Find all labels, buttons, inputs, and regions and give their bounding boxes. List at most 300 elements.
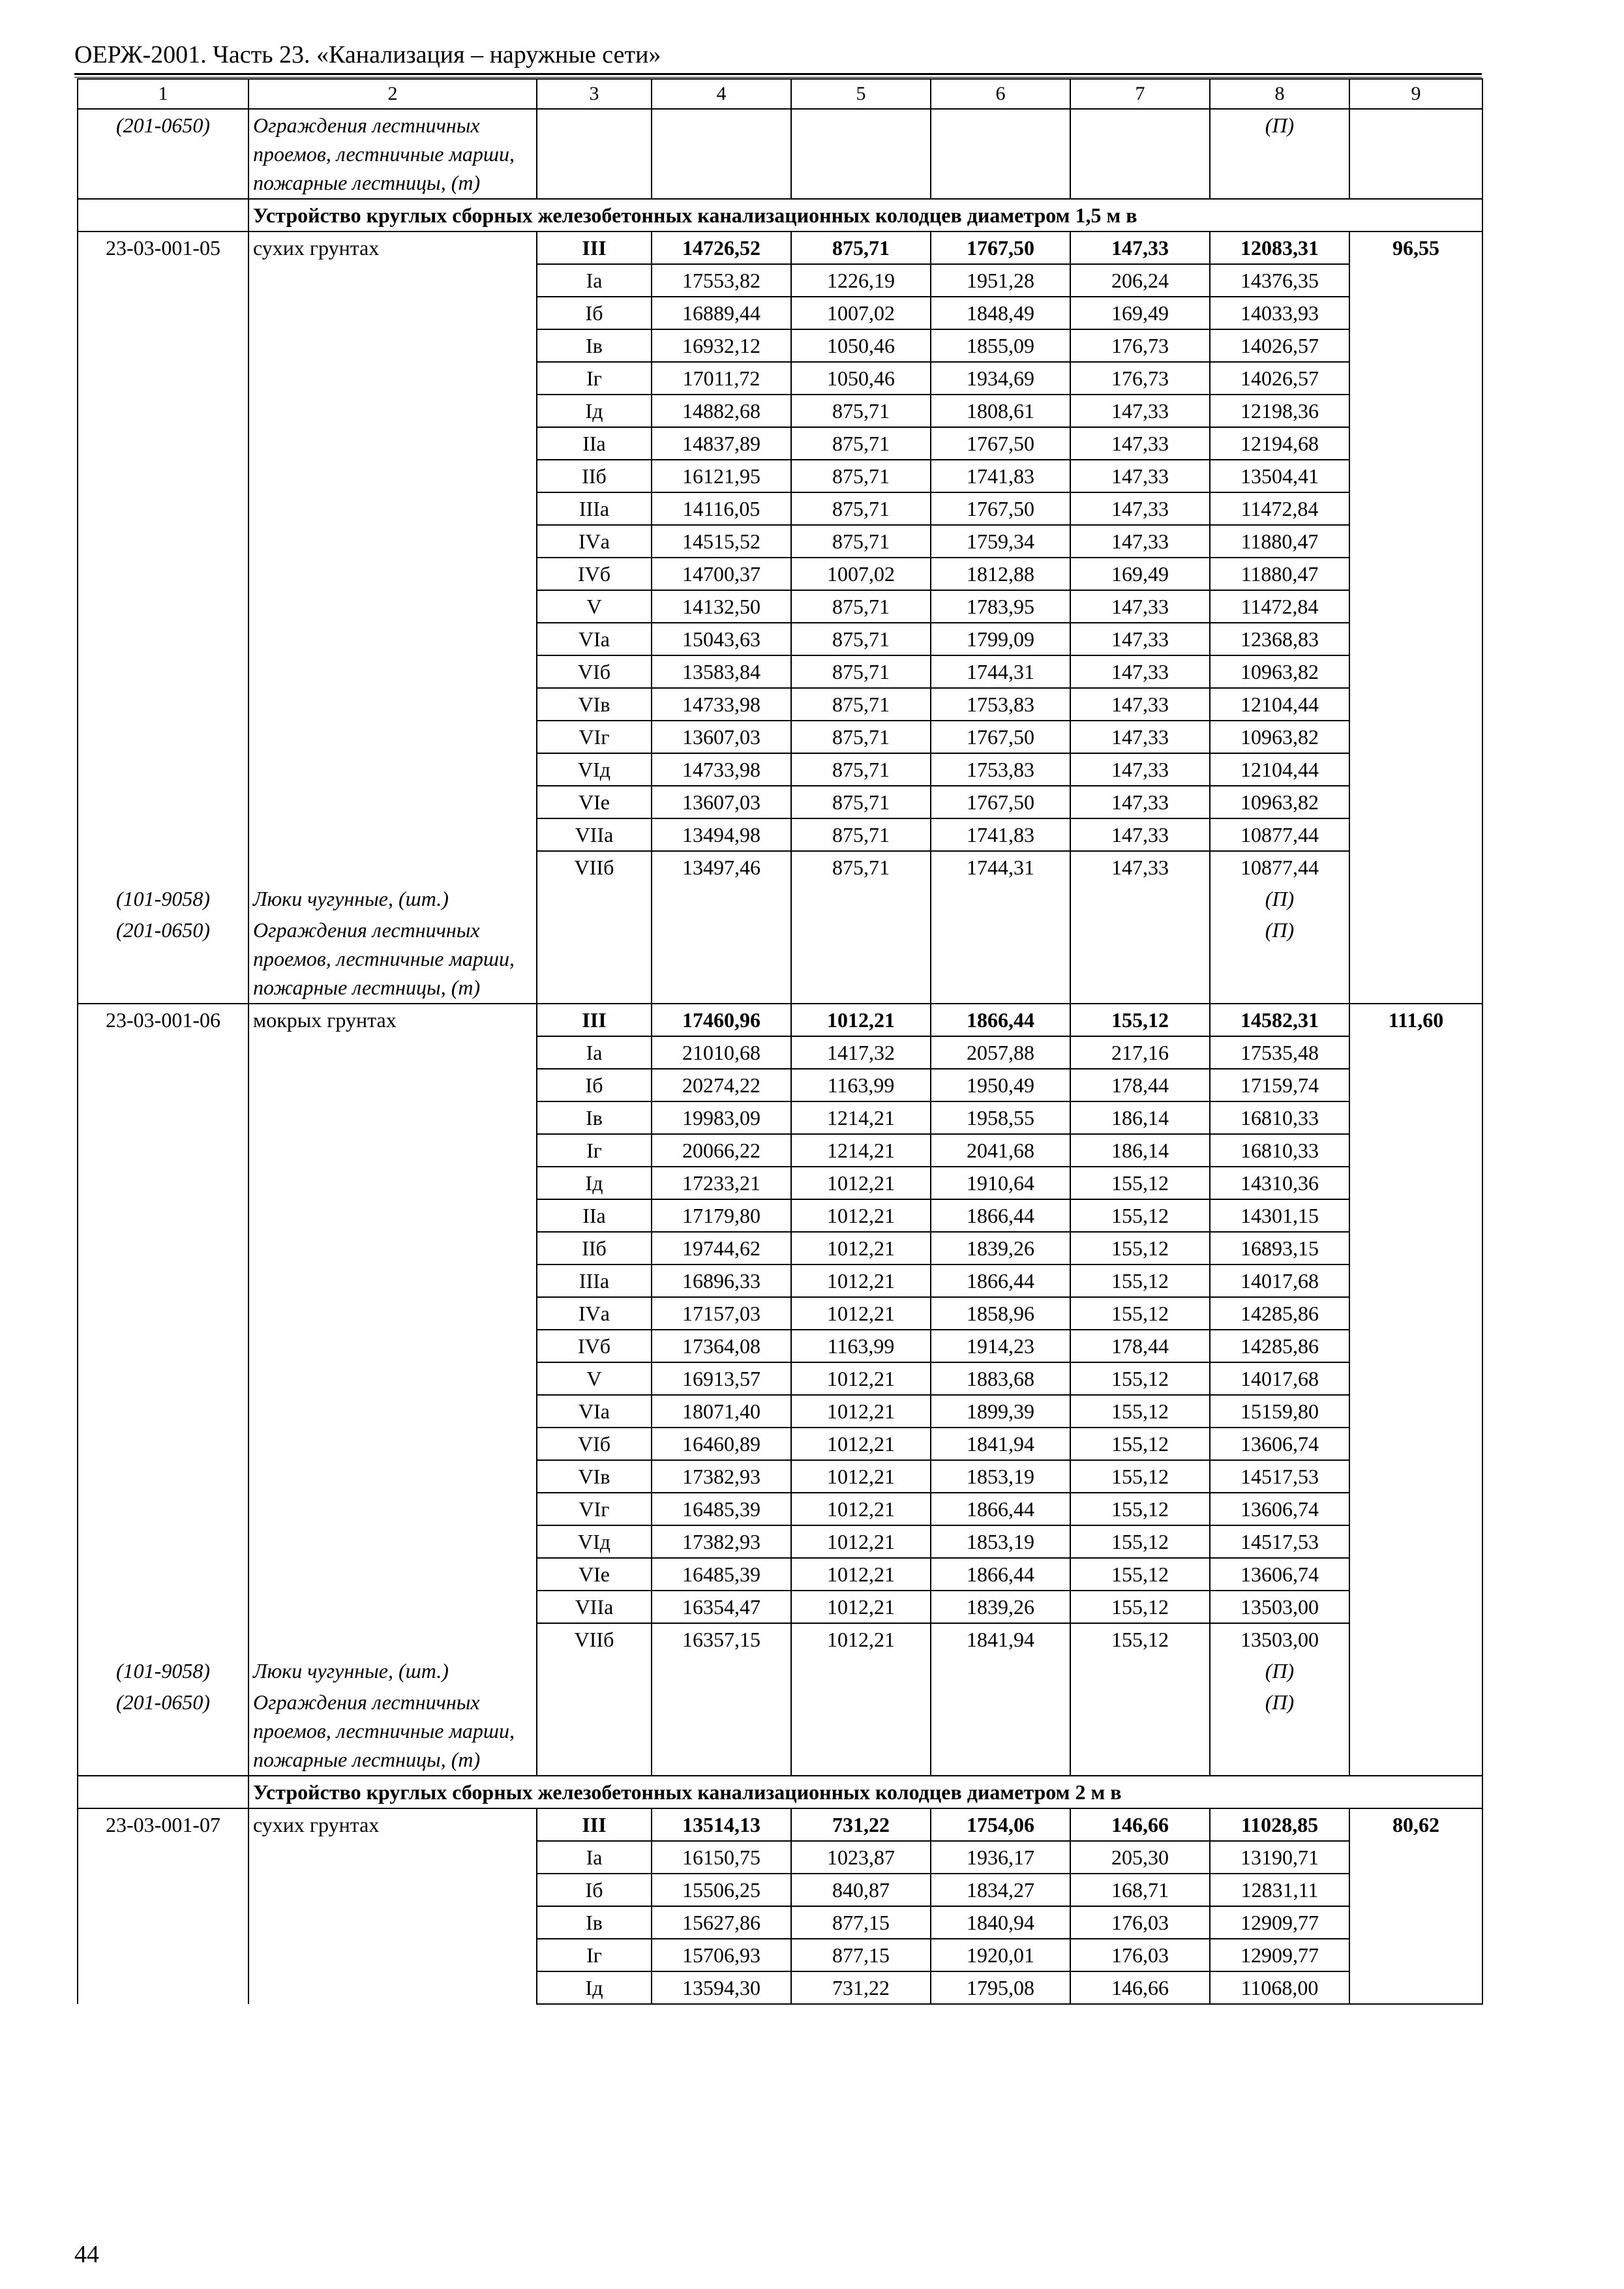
value-cell: 1050,46	[791, 362, 931, 395]
value-cell: 1023,87	[791, 1841, 931, 1874]
column-header: 1	[78, 79, 248, 109]
value-cell: 205,30	[1070, 1841, 1210, 1874]
note-name: Люки чугунные, (шт.)	[248, 883, 537, 914]
value-cell: 11068,00	[1210, 1971, 1349, 2004]
column-header: 8	[1210, 79, 1349, 109]
value-cell: 11472,84	[1210, 590, 1349, 623]
value-cell: 14517,53	[1210, 1525, 1349, 1558]
zone-cell: IIIа	[537, 492, 652, 525]
value-cell: 1012,21	[791, 1460, 931, 1493]
value-cell: 14726,52	[652, 232, 791, 264]
empty-cell	[791, 883, 931, 914]
value-cell: 1767,50	[931, 786, 1070, 818]
value-cell: 16150,75	[652, 1841, 791, 1874]
value-cell: 1012,21	[791, 1558, 931, 1591]
value-cell: 875,71	[791, 753, 931, 786]
zone-cell: VIе	[537, 786, 652, 818]
value-cell: 147,33	[1070, 851, 1210, 883]
empty-cell	[1070, 109, 1210, 199]
zone-cell: VIг	[537, 721, 652, 753]
value-cell: 1866,44	[931, 1199, 1070, 1232]
zone-cell: IVа	[537, 525, 652, 558]
value-cell: 1754,06	[931, 1808, 1070, 1841]
zone-cell: III	[537, 232, 652, 264]
value-cell: 15506,25	[652, 1874, 791, 1906]
value-cell: 17553,82	[652, 264, 791, 297]
note-name: Ограждения лестничных проемов, лестничные марши, пожарные лестницы, (т)	[248, 109, 537, 199]
value-cell: 875,71	[791, 721, 931, 753]
value-cell: 1839,26	[931, 1591, 1070, 1623]
value-cell: 875,71	[791, 492, 931, 525]
value-cell: 13497,46	[652, 851, 791, 883]
value-cell: 1858,96	[931, 1297, 1070, 1330]
value-cell: 16932,12	[652, 329, 791, 362]
value-cell: 1767,50	[931, 232, 1070, 264]
value-cell: 1866,44	[931, 1264, 1070, 1297]
value-cell: 1012,21	[791, 1297, 931, 1330]
zone-cell: Iв	[537, 329, 652, 362]
zone-cell: Iб	[537, 1874, 652, 1906]
value-cell: 10963,82	[1210, 655, 1349, 688]
value-cell: 1767,50	[931, 721, 1070, 753]
value-cell: 1883,68	[931, 1362, 1070, 1395]
value-cell: 731,22	[791, 1971, 931, 2004]
item-name: сухих грунтах	[248, 232, 537, 883]
value-cell: 206,24	[1070, 264, 1210, 297]
value-cell: 20274,22	[652, 1069, 791, 1101]
value-cell: 147,33	[1070, 786, 1210, 818]
value-cell: 155,12	[1070, 1525, 1210, 1558]
empty-cell	[652, 109, 791, 199]
value-cell: 17011,72	[652, 362, 791, 395]
value-cell: 17179,80	[652, 1199, 791, 1232]
value-cell: 1007,02	[791, 297, 931, 329]
empty-cell	[931, 109, 1070, 199]
zone-cell: Iб	[537, 297, 652, 329]
value-cell: 147,33	[1070, 525, 1210, 558]
value-cell: 155,12	[1070, 1395, 1210, 1428]
value-cell: 14733,98	[652, 688, 791, 721]
value-cell: 13504,41	[1210, 460, 1349, 492]
empty-cell	[791, 109, 931, 199]
section-title-row	[78, 1776, 1482, 1808]
empty-cell	[1070, 1686, 1210, 1776]
value-cell: 1012,21	[791, 1232, 931, 1264]
value-cell: 14515,52	[652, 525, 791, 558]
column-header: 4	[652, 79, 791, 109]
value-cell: 1853,19	[931, 1525, 1070, 1558]
zone-cell: VIв	[537, 688, 652, 721]
empty-cell	[791, 914, 931, 1004]
note-code: (201-0650)	[78, 914, 248, 1004]
value-cell: 17382,93	[652, 1460, 791, 1493]
value-cell: 155,12	[1070, 1558, 1210, 1591]
item-name: сухих грунтах	[248, 1808, 537, 2004]
value-cell: 840,87	[791, 1874, 931, 1906]
value-cell: 155,12	[1070, 1428, 1210, 1460]
value-cell: 1012,21	[791, 1199, 931, 1232]
empty-cell	[931, 883, 1070, 914]
value-cell: 146,66	[1070, 1808, 1210, 1841]
value-cell: 10877,44	[1210, 818, 1349, 851]
value-cell: 875,71	[791, 395, 931, 427]
note-row	[78, 109, 1482, 199]
value-cell: 11472,84	[1210, 492, 1349, 525]
value-cell: 1012,21	[791, 1004, 931, 1036]
value-cell: 217,16	[1070, 1036, 1210, 1069]
value-cell: 147,33	[1070, 688, 1210, 721]
value-cell: 1012,21	[791, 1525, 931, 1558]
value-cell: 1799,09	[931, 623, 1070, 655]
value-cell: 147,33	[1070, 655, 1210, 688]
section-title: Устройство круглых сборных железобетонных канализационных колодцев диаметром 2 м в	[248, 1776, 1482, 1808]
value-cell: 1841,94	[931, 1428, 1070, 1460]
value-cell: 1855,09	[931, 329, 1070, 362]
value-cell: 12194,68	[1210, 427, 1349, 460]
value-cell: 1934,69	[931, 362, 1070, 395]
zone-cell: IIб	[537, 1232, 652, 1264]
value-cell: 16810,33	[1210, 1101, 1349, 1134]
value-cell: 155,12	[1070, 1232, 1210, 1264]
value-cell: 17535,48	[1210, 1036, 1349, 1069]
header-rule-thin	[74, 77, 1482, 78]
empty-cell	[78, 1776, 248, 1808]
value-cell: 147,33	[1070, 818, 1210, 851]
column-header: 7	[1070, 79, 1210, 109]
value-cell: 178,44	[1070, 1069, 1210, 1101]
note-row	[78, 883, 1482, 914]
zone-cell: VIа	[537, 1395, 652, 1428]
page-header: ОЕРЖ-2001. Часть 23. «Канализация – наружные сети»	[74, 41, 661, 68]
value-cell: 13583,84	[652, 655, 791, 688]
value-cell: 15043,63	[652, 623, 791, 655]
zone-cell: VIб	[537, 1428, 652, 1460]
value-cell: 1012,21	[791, 1167, 931, 1199]
value-cell: 147,33	[1070, 460, 1210, 492]
value-cell: 12909,77	[1210, 1906, 1349, 1939]
value-cell: 1744,31	[931, 851, 1070, 883]
value-cell: 16121,95	[652, 460, 791, 492]
value-cell: 169,49	[1070, 297, 1210, 329]
value-cell: 178,44	[1070, 1330, 1210, 1362]
zone-cell: VIIа	[537, 1591, 652, 1623]
value-cell: 155,12	[1070, 1623, 1210, 1655]
zone-cell: VIIб	[537, 1623, 652, 1655]
zone-cell: IIа	[537, 1199, 652, 1232]
note-row	[78, 914, 1482, 1004]
value-cell: 20066,22	[652, 1134, 791, 1167]
zone-cell: Iд	[537, 1167, 652, 1199]
value-cell: 1920,01	[931, 1939, 1070, 1971]
empty-cell	[791, 1655, 931, 1686]
value-cell: 16354,47	[652, 1591, 791, 1623]
value-cell: 1899,39	[931, 1395, 1070, 1428]
value-cell: 21010,68	[652, 1036, 791, 1069]
column-header-row	[78, 79, 1482, 109]
value-cell: 1914,23	[931, 1330, 1070, 1362]
value-cell: 146,66	[1070, 1971, 1210, 2004]
zone-cell: Iа	[537, 264, 652, 297]
note-code: (201-0650)	[78, 109, 248, 199]
value-cell: 14132,50	[652, 590, 791, 623]
value-cell: 14310,36	[1210, 1167, 1349, 1199]
empty-cell	[537, 109, 652, 199]
value-cell: 1012,21	[791, 1623, 931, 1655]
value-cell: 1214,21	[791, 1101, 931, 1134]
value-cell: 12104,44	[1210, 753, 1349, 786]
value-cell: 155,12	[1070, 1362, 1210, 1395]
value-cell: 17233,21	[652, 1167, 791, 1199]
value-cell: 17364,08	[652, 1330, 791, 1362]
labor-cost: 96,55	[1349, 232, 1482, 1004]
value-cell: 875,71	[791, 232, 931, 264]
zone-cell: III	[537, 1808, 652, 1841]
value-cell: 11028,85	[1210, 1808, 1349, 1841]
value-cell: 12368,83	[1210, 623, 1349, 655]
empty-cell	[537, 1655, 652, 1686]
value-cell: 10963,82	[1210, 721, 1349, 753]
value-cell: 16460,89	[652, 1428, 791, 1460]
column-header: 3	[537, 79, 652, 109]
note-row	[78, 1686, 1482, 1776]
value-cell: 16810,33	[1210, 1134, 1349, 1167]
value-cell: 1936,17	[931, 1841, 1070, 1874]
value-cell: 14517,53	[1210, 1460, 1349, 1493]
value-cell: 13514,13	[652, 1808, 791, 1841]
value-cell: 1767,50	[931, 427, 1070, 460]
value-cell: 17159,74	[1210, 1069, 1349, 1101]
note-row	[78, 1655, 1482, 1686]
zone-cell: IIб	[537, 460, 652, 492]
value-cell: 16896,33	[652, 1264, 791, 1297]
zone-cell: VIг	[537, 1493, 652, 1525]
value-cell: 10877,44	[1210, 851, 1349, 883]
value-cell: 14017,68	[1210, 1362, 1349, 1395]
value-cell: 155,12	[1070, 1460, 1210, 1493]
note-mark: (П)	[1210, 1655, 1349, 1686]
value-cell: 13190,71	[1210, 1841, 1349, 1874]
value-cell: 1163,99	[791, 1330, 931, 1362]
zone-cell: Iб	[537, 1069, 652, 1101]
value-cell: 16357,15	[652, 1623, 791, 1655]
zone-cell: Iв	[537, 1101, 652, 1134]
value-cell: 1050,46	[791, 329, 931, 362]
zone-cell: V	[537, 590, 652, 623]
value-cell: 16889,44	[652, 297, 791, 329]
value-cell: 1753,83	[931, 753, 1070, 786]
value-cell: 1783,95	[931, 590, 1070, 623]
value-cell: 10963,82	[1210, 786, 1349, 818]
empty-cell	[791, 1686, 931, 1776]
value-cell: 19983,09	[652, 1101, 791, 1134]
value-cell: 14285,86	[1210, 1297, 1349, 1330]
value-cell: 16893,15	[1210, 1232, 1349, 1264]
value-cell: 11880,47	[1210, 525, 1349, 558]
value-cell: 1012,21	[791, 1395, 931, 1428]
value-cell: 14733,98	[652, 753, 791, 786]
labor-cost: 111,60	[1349, 1004, 1482, 1776]
zone-cell: V	[537, 1362, 652, 1395]
value-cell: 11880,47	[1210, 558, 1349, 590]
value-cell: 875,71	[791, 460, 931, 492]
zone-cell: VIд	[537, 1525, 652, 1558]
empty-cell	[931, 914, 1070, 1004]
value-cell: 147,33	[1070, 395, 1210, 427]
zone-cell: III	[537, 1004, 652, 1036]
value-cell: 1848,49	[931, 297, 1070, 329]
value-cell: 15706,93	[652, 1939, 791, 1971]
item-code: 23-03-001-07	[78, 1808, 248, 2004]
value-cell: 875,71	[791, 818, 931, 851]
value-cell: 13607,03	[652, 721, 791, 753]
value-cell: 1767,50	[931, 492, 1070, 525]
note-mark: (П)	[1210, 883, 1349, 914]
note-code: (101-9058)	[78, 883, 248, 914]
value-cell: 731,22	[791, 1808, 931, 1841]
value-cell: 1163,99	[791, 1069, 931, 1101]
value-cell: 1808,61	[931, 395, 1070, 427]
value-cell: 1214,21	[791, 1134, 931, 1167]
value-cell: 147,33	[1070, 590, 1210, 623]
value-cell: 147,33	[1070, 232, 1210, 264]
value-cell: 14026,57	[1210, 329, 1349, 362]
value-cell: 15627,86	[652, 1906, 791, 1939]
value-cell: 147,33	[1070, 721, 1210, 753]
value-cell: 1839,26	[931, 1232, 1070, 1264]
value-cell: 16485,39	[652, 1493, 791, 1525]
page-number: 44	[74, 2241, 99, 2268]
zone-cell: Iа	[537, 1036, 652, 1069]
value-cell: 14882,68	[652, 395, 791, 427]
section-title-row	[78, 199, 1482, 232]
zone-cell: Iг	[537, 362, 652, 395]
zone-cell: VIб	[537, 655, 652, 688]
value-cell: 155,12	[1070, 1591, 1210, 1623]
value-cell: 15159,80	[1210, 1395, 1349, 1428]
empty-cell	[78, 199, 248, 232]
value-cell: 14301,15	[1210, 1199, 1349, 1232]
value-cell: 12104,44	[1210, 688, 1349, 721]
zone-cell: Iд	[537, 1971, 652, 2004]
zone-cell: VIв	[537, 1460, 652, 1493]
value-cell: 1834,27	[931, 1874, 1070, 1906]
zone-cell: Iг	[537, 1939, 652, 1971]
value-cell: 1226,19	[791, 264, 931, 297]
empty-cell	[1349, 109, 1482, 199]
item-code: 23-03-001-06	[78, 1004, 248, 1655]
value-cell: 155,12	[1070, 1264, 1210, 1297]
column-header: 5	[791, 79, 931, 109]
value-cell: 155,12	[1070, 1199, 1210, 1232]
value-cell: 155,12	[1070, 1297, 1210, 1330]
price-table	[77, 78, 1483, 2005]
value-cell: 13606,74	[1210, 1558, 1349, 1591]
zone-cell: Iа	[537, 1841, 652, 1874]
value-cell: 13494,98	[652, 818, 791, 851]
value-cell: 18071,40	[652, 1395, 791, 1428]
value-cell: 2041,68	[931, 1134, 1070, 1167]
value-cell: 1910,64	[931, 1167, 1070, 1199]
value-cell: 14376,35	[1210, 264, 1349, 297]
value-cell: 1950,49	[931, 1069, 1070, 1101]
value-cell: 1012,21	[791, 1428, 931, 1460]
empty-cell	[1070, 1655, 1210, 1686]
value-cell: 1012,21	[791, 1591, 931, 1623]
empty-cell	[537, 1686, 652, 1776]
value-cell: 1007,02	[791, 558, 931, 590]
value-cell: 14837,89	[652, 427, 791, 460]
value-cell: 1417,32	[791, 1036, 931, 1069]
value-cell: 19744,62	[652, 1232, 791, 1264]
value-cell: 877,15	[791, 1906, 931, 1939]
value-cell: 12083,31	[1210, 232, 1349, 264]
header-rule-thick	[74, 73, 1482, 75]
value-cell: 875,71	[791, 590, 931, 623]
zone-cell: VIе	[537, 1558, 652, 1591]
note-mark: (П)	[1210, 1686, 1349, 1776]
value-cell: 1866,44	[931, 1493, 1070, 1525]
value-cell: 14285,86	[1210, 1330, 1349, 1362]
value-cell: 155,12	[1070, 1004, 1210, 1036]
value-cell: 1840,94	[931, 1906, 1070, 1939]
column-header: 6	[931, 79, 1070, 109]
value-cell: 1753,83	[931, 688, 1070, 721]
value-cell: 875,71	[791, 851, 931, 883]
value-cell: 14017,68	[1210, 1264, 1349, 1297]
value-cell: 1812,88	[931, 558, 1070, 590]
value-cell: 12198,36	[1210, 395, 1349, 427]
value-cell: 1744,31	[931, 655, 1070, 688]
value-cell: 875,71	[791, 427, 931, 460]
value-cell: 875,71	[791, 525, 931, 558]
zone-cell: VIIб	[537, 851, 652, 883]
empty-cell	[652, 1655, 791, 1686]
table-row	[78, 1004, 1482, 1036]
value-cell: 169,49	[1070, 558, 1210, 590]
table-row	[78, 232, 1482, 264]
value-cell: 12831,11	[1210, 1874, 1349, 1906]
note-code: (201-0650)	[78, 1686, 248, 1776]
note-name: Люки чугунные, (шт.)	[248, 1655, 537, 1686]
value-cell: 1866,44	[931, 1004, 1070, 1036]
value-cell: 176,73	[1070, 362, 1210, 395]
note-name: Ограждения лестничных проемов, лестничные марши, пожарные лестницы, (т)	[248, 1686, 537, 1776]
note-name: Ограждения лестничных проемов, лестничные марши, пожарные лестницы, (т)	[248, 914, 537, 1004]
value-cell: 147,33	[1070, 623, 1210, 655]
value-cell: 875,71	[791, 786, 931, 818]
empty-cell	[1070, 883, 1210, 914]
value-cell: 13503,00	[1210, 1591, 1349, 1623]
value-cell: 1012,21	[791, 1493, 931, 1525]
zone-cell: Iд	[537, 395, 652, 427]
value-cell: 1841,94	[931, 1623, 1070, 1655]
empty-cell	[537, 883, 652, 914]
value-cell: 1866,44	[931, 1558, 1070, 1591]
zone-cell: IIа	[537, 427, 652, 460]
value-cell: 1795,08	[931, 1971, 1070, 2004]
value-cell: 14700,37	[652, 558, 791, 590]
item-name: мокрых грунтах	[248, 1004, 537, 1655]
value-cell: 17460,96	[652, 1004, 791, 1036]
value-cell: 875,71	[791, 688, 931, 721]
value-cell: 1958,55	[931, 1101, 1070, 1134]
labor-cost: 80,62	[1349, 1808, 1482, 2004]
value-cell: 176,03	[1070, 1939, 1210, 1971]
note-mark: (П)	[1210, 914, 1349, 1004]
value-cell: 17157,03	[652, 1297, 791, 1330]
value-cell: 168,71	[1070, 1874, 1210, 1906]
value-cell: 875,71	[791, 655, 931, 688]
